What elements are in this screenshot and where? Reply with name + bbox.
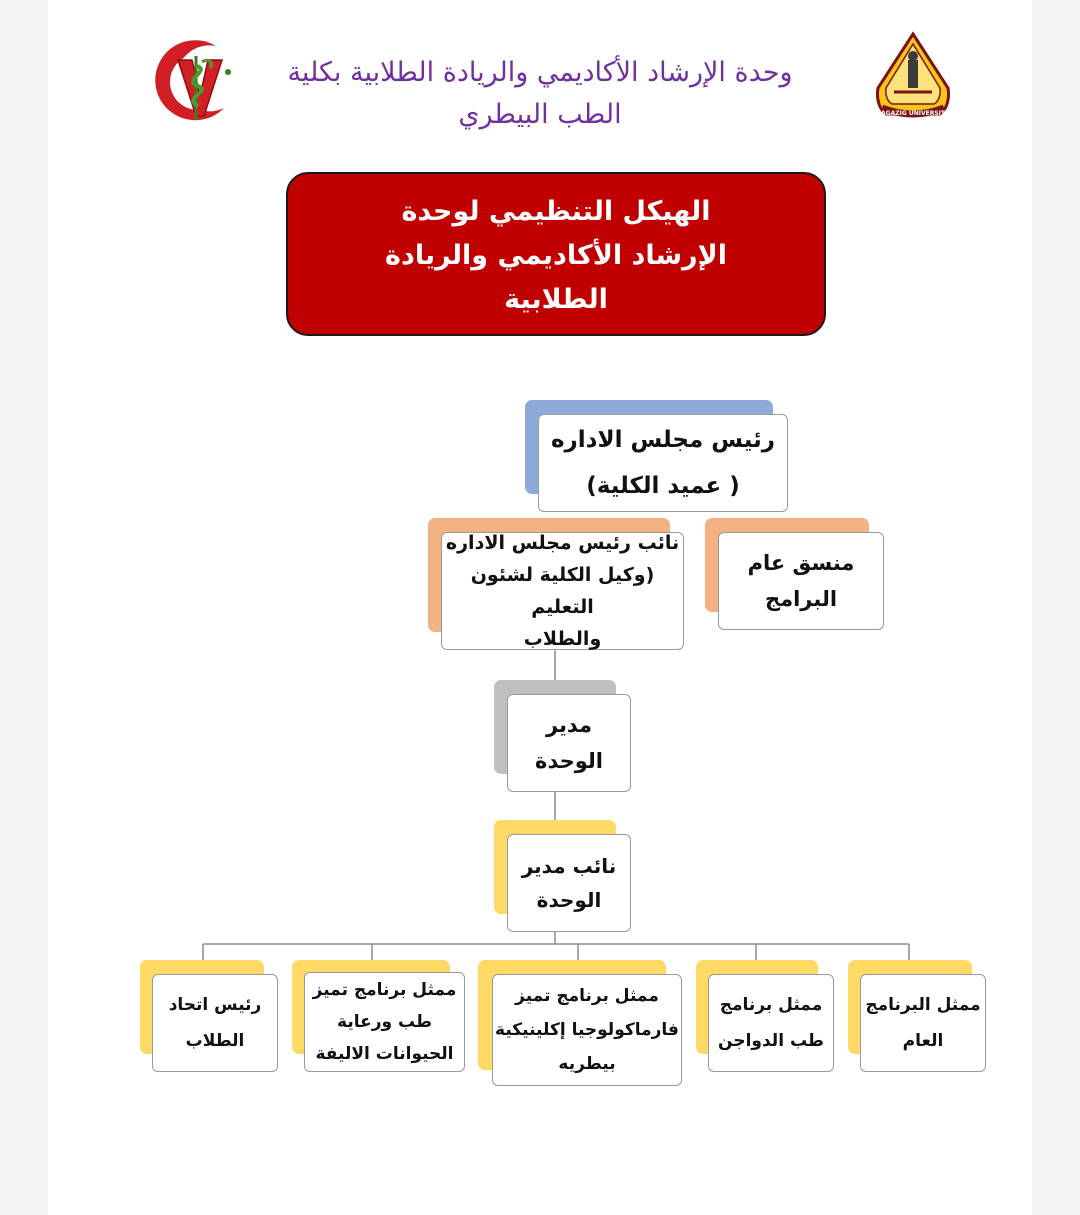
unit-manager-line-1: مدير [545,713,593,737]
coordinator-line-2: البرامج [764,587,838,611]
vice-chair-line-3: والطلاب [523,628,602,650]
pharmacology-rep-line-2: فارماكولوجيا إكلينيكية [495,1020,679,1040]
zagazig-logo-text: ZAGAZIG UNIVERSITY [876,110,950,117]
poultry-rep-line-2: طب الدواجن [718,1031,824,1051]
pharmacology-rep-line-1: ممثل برنامج تميز [515,986,659,1006]
pets-rep-line-3: الحيوانات الاليفة [315,1044,454,1064]
title-line-1: الهيكل التنظيمي لوحدة [401,196,711,227]
header-line-2: الطب البيطري [458,99,622,130]
coordinator-line-1: منسق عام [747,551,855,575]
header-line-1: وحدة الإرشاد الأكاديمي والريادة الطلابية بكلية [287,57,793,88]
board-chair-line-2: ( عميد الكلية) [586,473,740,499]
vice-chair-line-1: نائب رئيس مجلس الاداره [445,532,680,554]
general-program-rep-line-2: العام [902,1031,944,1051]
vice-chair-line-2: (وكيل الكلية لشئون التعليم [470,564,655,618]
student-union-line-1: رئيس اتحاد [168,995,262,1015]
pets-rep-line-2: طب ورعاية [337,1012,432,1032]
unit-manager-line-2: الوحدة [535,749,603,773]
student-union-line-2: الطلاب [185,1031,245,1051]
deputy-manager-line-2: الوحدة [536,888,602,912]
poultry-rep-line-1: ممثل برنامج [719,995,823,1015]
title-line-3: الطلابية [504,284,608,315]
title-line-2: الإرشاد الأكاديمي والريادة [385,240,727,271]
pharmacology-rep-line-3: بيطريه [558,1054,616,1074]
board-chair-line-1: رئيس مجلس الاداره [550,427,776,453]
pets-rep-line-1: ممثل برنامج تميز [312,980,457,1000]
deputy-manager-line-1: نائب مدير [521,854,617,878]
general-program-rep-line-1: ممثل البرنامج [865,995,981,1015]
